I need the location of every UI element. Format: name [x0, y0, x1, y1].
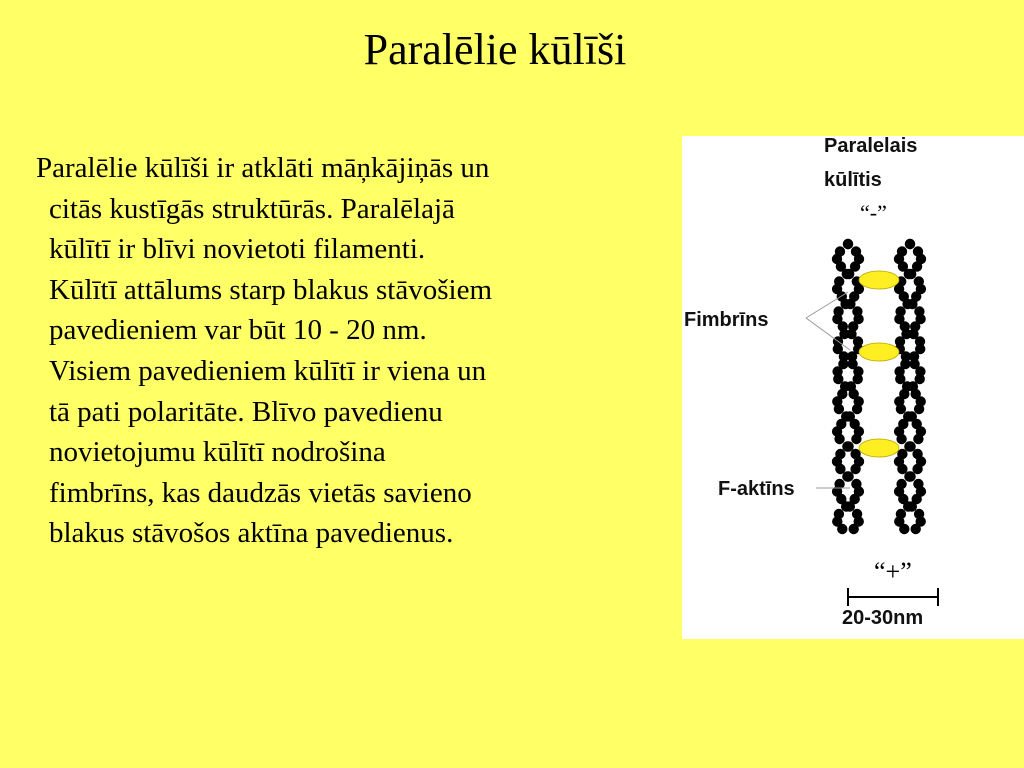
actin-bead [913, 434, 923, 444]
body-line: novietojumu kūlītī nodrošina [49, 436, 386, 469]
body-line: fimbrīns, kas daudzās vietās savieno [49, 476, 472, 509]
actin-bead [905, 239, 915, 249]
body-line: blakus stāvošos aktīna pavedienus. [49, 517, 454, 550]
actin-label: F-aktīns [718, 478, 795, 500]
body-line: Kūlītī attālums starp blakus stāvošiem [49, 273, 493, 306]
minus-end-label: “-” [860, 200, 887, 225]
actin-bead [842, 471, 852, 481]
actin-bead [911, 524, 921, 534]
actin-bead [834, 404, 844, 414]
body-line: Paralēlie kūlīši ir atklāti māņkājiņās un [36, 152, 490, 184]
actin-bead [904, 471, 914, 481]
figure-title-line1: Paralelais [824, 136, 918, 157]
slide-title: Paralēlie kūlīši [363, 25, 627, 74]
scale-bar-label: 20-30nm [842, 607, 924, 629]
body-line: Visiem pavedieniem kūlītī ir viena un [49, 354, 487, 387]
body-line: kūlītī ir blīvi novietoti filamenti. [49, 233, 426, 266]
actin-bead [896, 404, 906, 414]
actin-bead [834, 434, 844, 444]
actin-bead [906, 269, 916, 279]
body-line: tā pati polaritāte. Blīvo pavedienu [49, 395, 443, 428]
body-paragraph [36, 148, 676, 554]
plus-end-label: “+” [874, 557, 912, 586]
actin-bundle-figure [682, 136, 1024, 639]
actin-bead [845, 501, 855, 511]
actin-bead [851, 434, 861, 444]
actin-bead [907, 501, 917, 511]
actin-bead [899, 524, 909, 534]
actin-bead [849, 524, 859, 534]
actin-bundle-diagram [682, 136, 1024, 639]
actin-filaments [832, 239, 926, 534]
fimbrin-crosslink [859, 271, 899, 289]
body-line: citās kustīgās struktūrās. Paralēlajā [49, 192, 455, 225]
actin-bead [896, 434, 906, 444]
figure-title-line2: kūlītis [824, 169, 882, 191]
actin-bead [914, 404, 924, 414]
actin-bead [852, 404, 862, 414]
actin-bead [843, 239, 853, 249]
fimbrin-crosslink [859, 439, 899, 457]
fimbrin-crosslink [859, 343, 899, 361]
actin-bead [844, 269, 854, 279]
body-line: pavedieniem var būt 10 - 20 nm. [49, 314, 427, 347]
actin-bead [837, 524, 847, 534]
fimbrin-label: Fimbrīns [684, 309, 769, 331]
